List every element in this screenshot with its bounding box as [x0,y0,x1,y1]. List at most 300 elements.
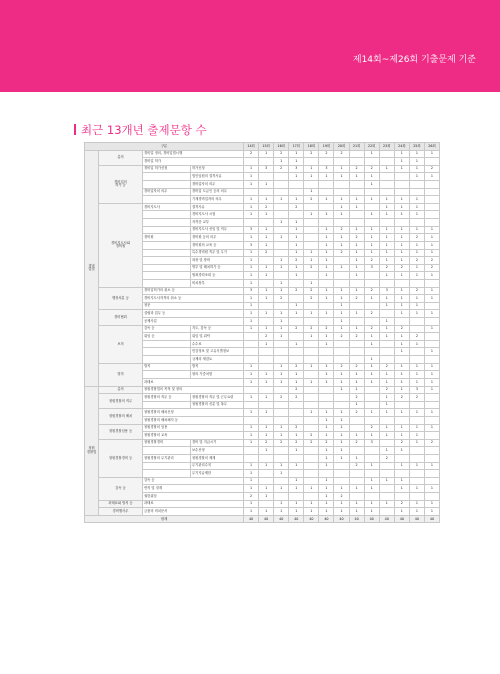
count-cell [259,454,274,462]
count-cell: 1 [379,500,394,508]
count-cell [259,158,274,166]
total-label-cell: 합계 [85,515,244,523]
table-row [85,394,440,402]
subitem-label-cell: 경비지도사 시험 [191,211,244,219]
count-cell: 1 [379,295,394,303]
count-cell [334,401,349,409]
count-cell: 1 [274,508,289,516]
item-label-cell: 경비원 [143,234,191,242]
count-cell: 1 [334,173,349,181]
count-cell: 1 [394,165,409,173]
count-cell: 1 [244,196,259,204]
item-label-cell: 과태료 [143,500,244,508]
count-cell: 1 [319,477,334,485]
count-cell: 1 [394,424,409,432]
count-cell: 2 [304,150,319,158]
count-cell: 2 [349,165,364,173]
count-cell: 1 [319,363,334,371]
total-row [85,515,440,523]
section-title [74,122,207,138]
count-cell [259,318,274,326]
count-cell [304,477,319,485]
count-cell [304,493,319,501]
count-cell: 1 [364,196,379,204]
count-cell [289,348,304,356]
count-cell: 2 [364,287,379,295]
count-cell: 2 [364,165,379,173]
count-cell: 1 [424,424,439,432]
count-cell: 1 [409,462,424,470]
count-cell: 1 [334,439,349,447]
year-header-cell: 23회 [379,143,394,151]
subitem-label-cell: 비치장부 [191,279,244,287]
count-cell [334,219,349,227]
count-cell: 1 [364,462,379,470]
item-label-cell: 경비지도사자격의 취소 등 [143,295,244,303]
count-cell: 1 [424,371,439,379]
count-cell: 1 [349,203,364,211]
count-cell: 1 [349,257,364,265]
count-cell [274,416,289,424]
table-row [85,325,440,333]
year-header-cell: 19회 [319,143,334,151]
count-cell: 1 [304,249,319,257]
item-label-cell [143,371,191,379]
count-cell: 1 [319,424,334,432]
count-cell: 1 [394,211,409,219]
count-cell: 1 [319,500,334,508]
subitem-label-cell: 기계경비업자의 의무 [191,196,244,204]
item-label-cell [143,181,191,189]
count-cell [364,318,379,326]
count-cell: 2 [304,287,319,295]
count-cell: 1 [394,310,409,318]
subitem-label-cell: 경비 및 지급시기 [191,439,244,447]
count-cell [274,173,289,181]
count-cell: 1 [319,310,334,318]
count-cell: 1 [379,165,394,173]
count-cell: 2 [364,257,379,265]
count-cell: 1 [379,226,394,234]
subitem-label-cell: 무기지급제한 [191,470,244,478]
count-cell: 1 [274,485,289,493]
group-label-cell: 과태료와 벌칙 등 [99,500,143,508]
count-cell: 1 [334,295,349,303]
count-cell [349,279,364,287]
count-cell: 1 [319,257,334,265]
item-label-cell: 청원경찰법의 목적 및 정의 [143,386,244,394]
count-cell [379,188,394,196]
count-cell: 1 [349,500,364,508]
count-cell [319,302,334,310]
count-cell [379,462,394,470]
item-label-cell: 경비업자의 의무 [143,188,191,196]
count-cell: 1 [379,325,394,333]
count-cell [289,409,304,417]
count-cell [274,211,289,219]
count-cell [319,158,334,166]
count-cell: 1 [319,447,334,455]
count-cell: 1 [364,241,379,249]
count-cell: 1 [289,508,304,516]
count-cell [424,196,439,204]
count-cell: 1 [289,158,304,166]
count-cell: 2 [394,500,409,508]
count-cell: 1 [289,500,304,508]
group-label-cell: 보칙 [99,325,143,363]
count-cell: 2 [274,295,289,303]
count-cell [259,257,274,265]
count-cell: 1 [379,378,394,386]
count-cell: 2 [289,394,304,402]
subitem-label-cell: 벌칙 [191,363,244,371]
count-cell [319,401,334,409]
count-cell [244,454,259,462]
count-cell [304,226,319,234]
count-cell: 1 [319,295,334,303]
count-cell [364,401,379,409]
count-cell: 2 [304,325,319,333]
count-cell [304,158,319,166]
count-cell: 1 [274,264,289,272]
subitem-label-cell: 결격사유 [191,203,244,211]
count-cell: 3 [409,386,424,394]
count-cell: 1 [364,508,379,516]
subitem-label-cell: 명부 및 배치허가 등 [191,264,244,272]
count-cell: 1 [334,165,349,173]
count-cell [364,447,379,455]
count-cell: 1 [424,363,439,371]
count-cell: 1 [244,409,259,417]
count-cell: 1 [334,203,349,211]
table-row [85,500,440,508]
count-cell: 1 [289,340,304,348]
count-cell: 1 [289,371,304,379]
count-cell: 1 [379,196,394,204]
year-header-cell: 14회 [244,143,259,151]
count-cell [409,493,424,501]
count-cell: 1 [424,226,439,234]
count-cell: 1 [409,378,424,386]
count-cell [244,219,259,227]
subitem-label-cell: 민감정보 및 고유식별정보 [191,348,244,356]
count-cell: 1 [409,173,424,181]
count-cell: 1 [334,386,349,394]
count-cell [274,409,289,417]
item-label-cell [143,401,191,409]
count-cell: 1 [319,416,334,424]
count-cell [274,447,289,455]
count-cell [409,348,424,356]
exam-question-table [84,142,440,523]
year-header-cell: 18회 [304,143,319,151]
count-cell [394,401,409,409]
count-cell: 1 [349,226,364,234]
count-cell: 1 [394,257,409,265]
count-cell [364,348,379,356]
count-cell: 1 [394,196,409,204]
count-cell: 1 [244,310,259,318]
count-cell: 1 [409,158,424,166]
count-cell: 1 [274,378,289,386]
subitem-label-cell: 법인임원의 결격사유 [191,173,244,181]
count-cell: 1 [259,310,274,318]
count-cell: 1 [379,477,394,485]
count-cell: 1 [364,371,379,379]
count-cell [304,318,319,326]
count-cell [364,493,379,501]
count-cell: 1 [244,173,259,181]
count-cell: 2 [349,462,364,470]
count-cell [304,371,319,379]
count-cell [304,340,319,348]
count-cell [244,348,259,356]
item-label-cell [143,264,191,272]
count-cell [244,447,259,455]
count-cell: 1 [274,158,289,166]
count-cell: 1 [409,363,424,371]
count-cell [409,318,424,326]
count-cell [289,295,304,303]
count-cell: 1 [244,302,259,310]
count-cell [304,416,319,424]
count-cell: 1 [394,203,409,211]
count-cell: 1 [259,493,274,501]
subitem-label-cell: 경비원의 교육 등 [191,241,244,249]
group-label-cell: 경비협회 [99,310,143,325]
count-cell [334,470,349,478]
total-count-cell: 40 [274,515,289,523]
count-cell: 1 [379,371,394,379]
count-cell: 1 [364,249,379,257]
count-cell [319,318,334,326]
count-cell: 1 [319,264,334,272]
count-cell: 2 [394,394,409,402]
count-cell [304,348,319,356]
count-cell [424,394,439,402]
count-cell [424,470,439,478]
count-cell: 1 [274,325,289,333]
count-cell [289,470,304,478]
count-cell: 1 [394,371,409,379]
item-label-cell: 공제사업 [143,318,244,326]
count-cell: 2 [349,295,364,303]
count-cell: 1 [259,287,274,295]
count-cell [334,348,349,356]
count-cell [424,203,439,211]
total-count-cell: 40 [379,515,394,523]
item-label-cell: 경비업 허가 [143,158,244,166]
count-cell: 1 [364,173,379,181]
count-cell [289,188,304,196]
count-cell [349,219,364,227]
count-cell: 1 [334,409,349,417]
count-cell [349,477,364,485]
item-label-cell: 경비업허가의 취소 등 [143,287,244,295]
count-cell: 1 [304,333,319,341]
count-cell: 1 [394,340,409,348]
count-cell [424,302,439,310]
count-cell: 2 [289,203,304,211]
count-cell [424,447,439,455]
count-cell: 1 [409,196,424,204]
count-cell: 1 [334,211,349,219]
count-cell: 1 [364,363,379,371]
item-label-cell [143,272,191,280]
count-cell: 1 [379,394,394,402]
count-cell [379,356,394,364]
count-cell: 2 [274,394,289,402]
count-cell [394,219,409,227]
count-cell: 1 [394,241,409,249]
count-cell: 1 [274,279,289,287]
count-cell [319,470,334,478]
count-cell: 1 [334,241,349,249]
count-cell [274,226,289,234]
count-cell: 1 [334,447,349,455]
total-count-cell: 40 [349,515,364,523]
item-label-cell: 청원경찰경비 [143,439,191,447]
count-cell [304,181,319,189]
item-label-cell [143,356,191,364]
count-cell: 1 [424,287,439,295]
count-cell [244,416,259,424]
count-cell: 1 [379,203,394,211]
count-cell: 2 [319,439,334,447]
count-cell: 2 [349,363,364,371]
count-cell [379,173,394,181]
count-cell: 1 [289,249,304,257]
count-cell [394,318,409,326]
count-cell: 1 [349,485,364,493]
count-cell [394,173,409,181]
count-cell: 1 [394,333,409,341]
count-cell: 1 [424,508,439,516]
section-label-cell: 청원 경찰법 [85,386,99,515]
count-cell: 2 [349,409,364,417]
year-header-cell: 15회 [259,143,274,151]
count-cell: 1 [289,378,304,386]
count-cell: 1 [394,226,409,234]
count-cell: 1 [289,432,304,440]
count-cell: 1 [304,500,319,508]
count-cell [409,356,424,364]
count-cell: 2 [409,287,424,295]
count-cell [409,470,424,478]
count-cell: 1 [319,211,334,219]
count-cell: 1 [409,211,424,219]
count-cell [379,279,394,287]
count-cell: 1 [364,295,379,303]
count-cell: 1 [349,249,364,257]
count-cell: 1 [349,310,364,318]
count-cell: 1 [394,485,409,493]
count-cell: 3 [364,439,379,447]
count-cell [259,470,274,478]
count-cell [394,454,409,462]
total-count-cell: 40 [304,515,319,523]
count-cell: 3 [379,287,394,295]
count-cell: 1 [349,386,364,394]
count-cell [319,181,334,189]
count-cell [274,302,289,310]
subitem-label-cell: 위임 및 위탁 [191,333,244,341]
count-cell: 1 [409,508,424,516]
count-cell [274,272,289,280]
count-cell: 1 [364,226,379,234]
count-cell: 2 [409,234,424,242]
count-cell: 1 [274,219,289,227]
count-cell: 2 [244,150,259,158]
item-label-cell: 청원경찰의 임용 [143,424,244,432]
count-cell: 1 [394,348,409,356]
count-cell: 1 [259,447,274,455]
count-cell [304,386,319,394]
item-label-cell [143,249,191,257]
count-cell: 2 [349,394,364,402]
count-cell: 2 [274,150,289,158]
count-cell [379,416,394,424]
count-cell: 2 [304,196,319,204]
count-cell: 2 [334,333,349,341]
item-label-cell [143,279,191,287]
count-cell: 1 [289,462,304,470]
count-cell [364,454,379,462]
count-cell [409,477,424,485]
count-cell: 1 [244,508,259,516]
count-cell [319,203,334,211]
count-cell: 1 [349,241,364,249]
count-cell: 1 [274,462,289,470]
count-cell [424,493,439,501]
count-cell: 1 [244,181,259,189]
table-row [85,287,440,295]
header-banner [0,0,500,92]
count-cell: 1 [289,173,304,181]
count-cell: 1 [259,508,274,516]
count-cell [424,318,439,326]
count-cell [334,356,349,364]
subitem-label-cell: 허가신청 [191,165,244,173]
count-cell: 2 [289,386,304,394]
count-cell: 2 [289,325,304,333]
count-cell: 1 [409,371,424,379]
count-cell [394,356,409,364]
table-row [85,150,440,158]
count-cell [424,181,439,189]
count-cell: 1 [274,500,289,508]
count-cell [304,394,319,402]
section-title-text: 최근 13개년 출제문항 수 [81,123,207,137]
count-cell: 1 [394,409,409,417]
count-cell [409,401,424,409]
count-cell [334,188,349,196]
count-cell [304,470,319,478]
count-cell: 2 [349,333,364,341]
count-cell: 1 [334,318,349,326]
count-cell: 2 [349,234,364,242]
count-cell [364,279,379,287]
count-cell: 1 [379,401,394,409]
count-cell: 1 [409,310,424,318]
count-cell: 2 [334,493,349,501]
table-row [85,439,440,447]
count-cell: 2 [379,454,394,462]
count-cell [259,401,274,409]
count-cell: 1 [304,165,319,173]
count-cell [334,272,349,280]
count-cell [379,340,394,348]
